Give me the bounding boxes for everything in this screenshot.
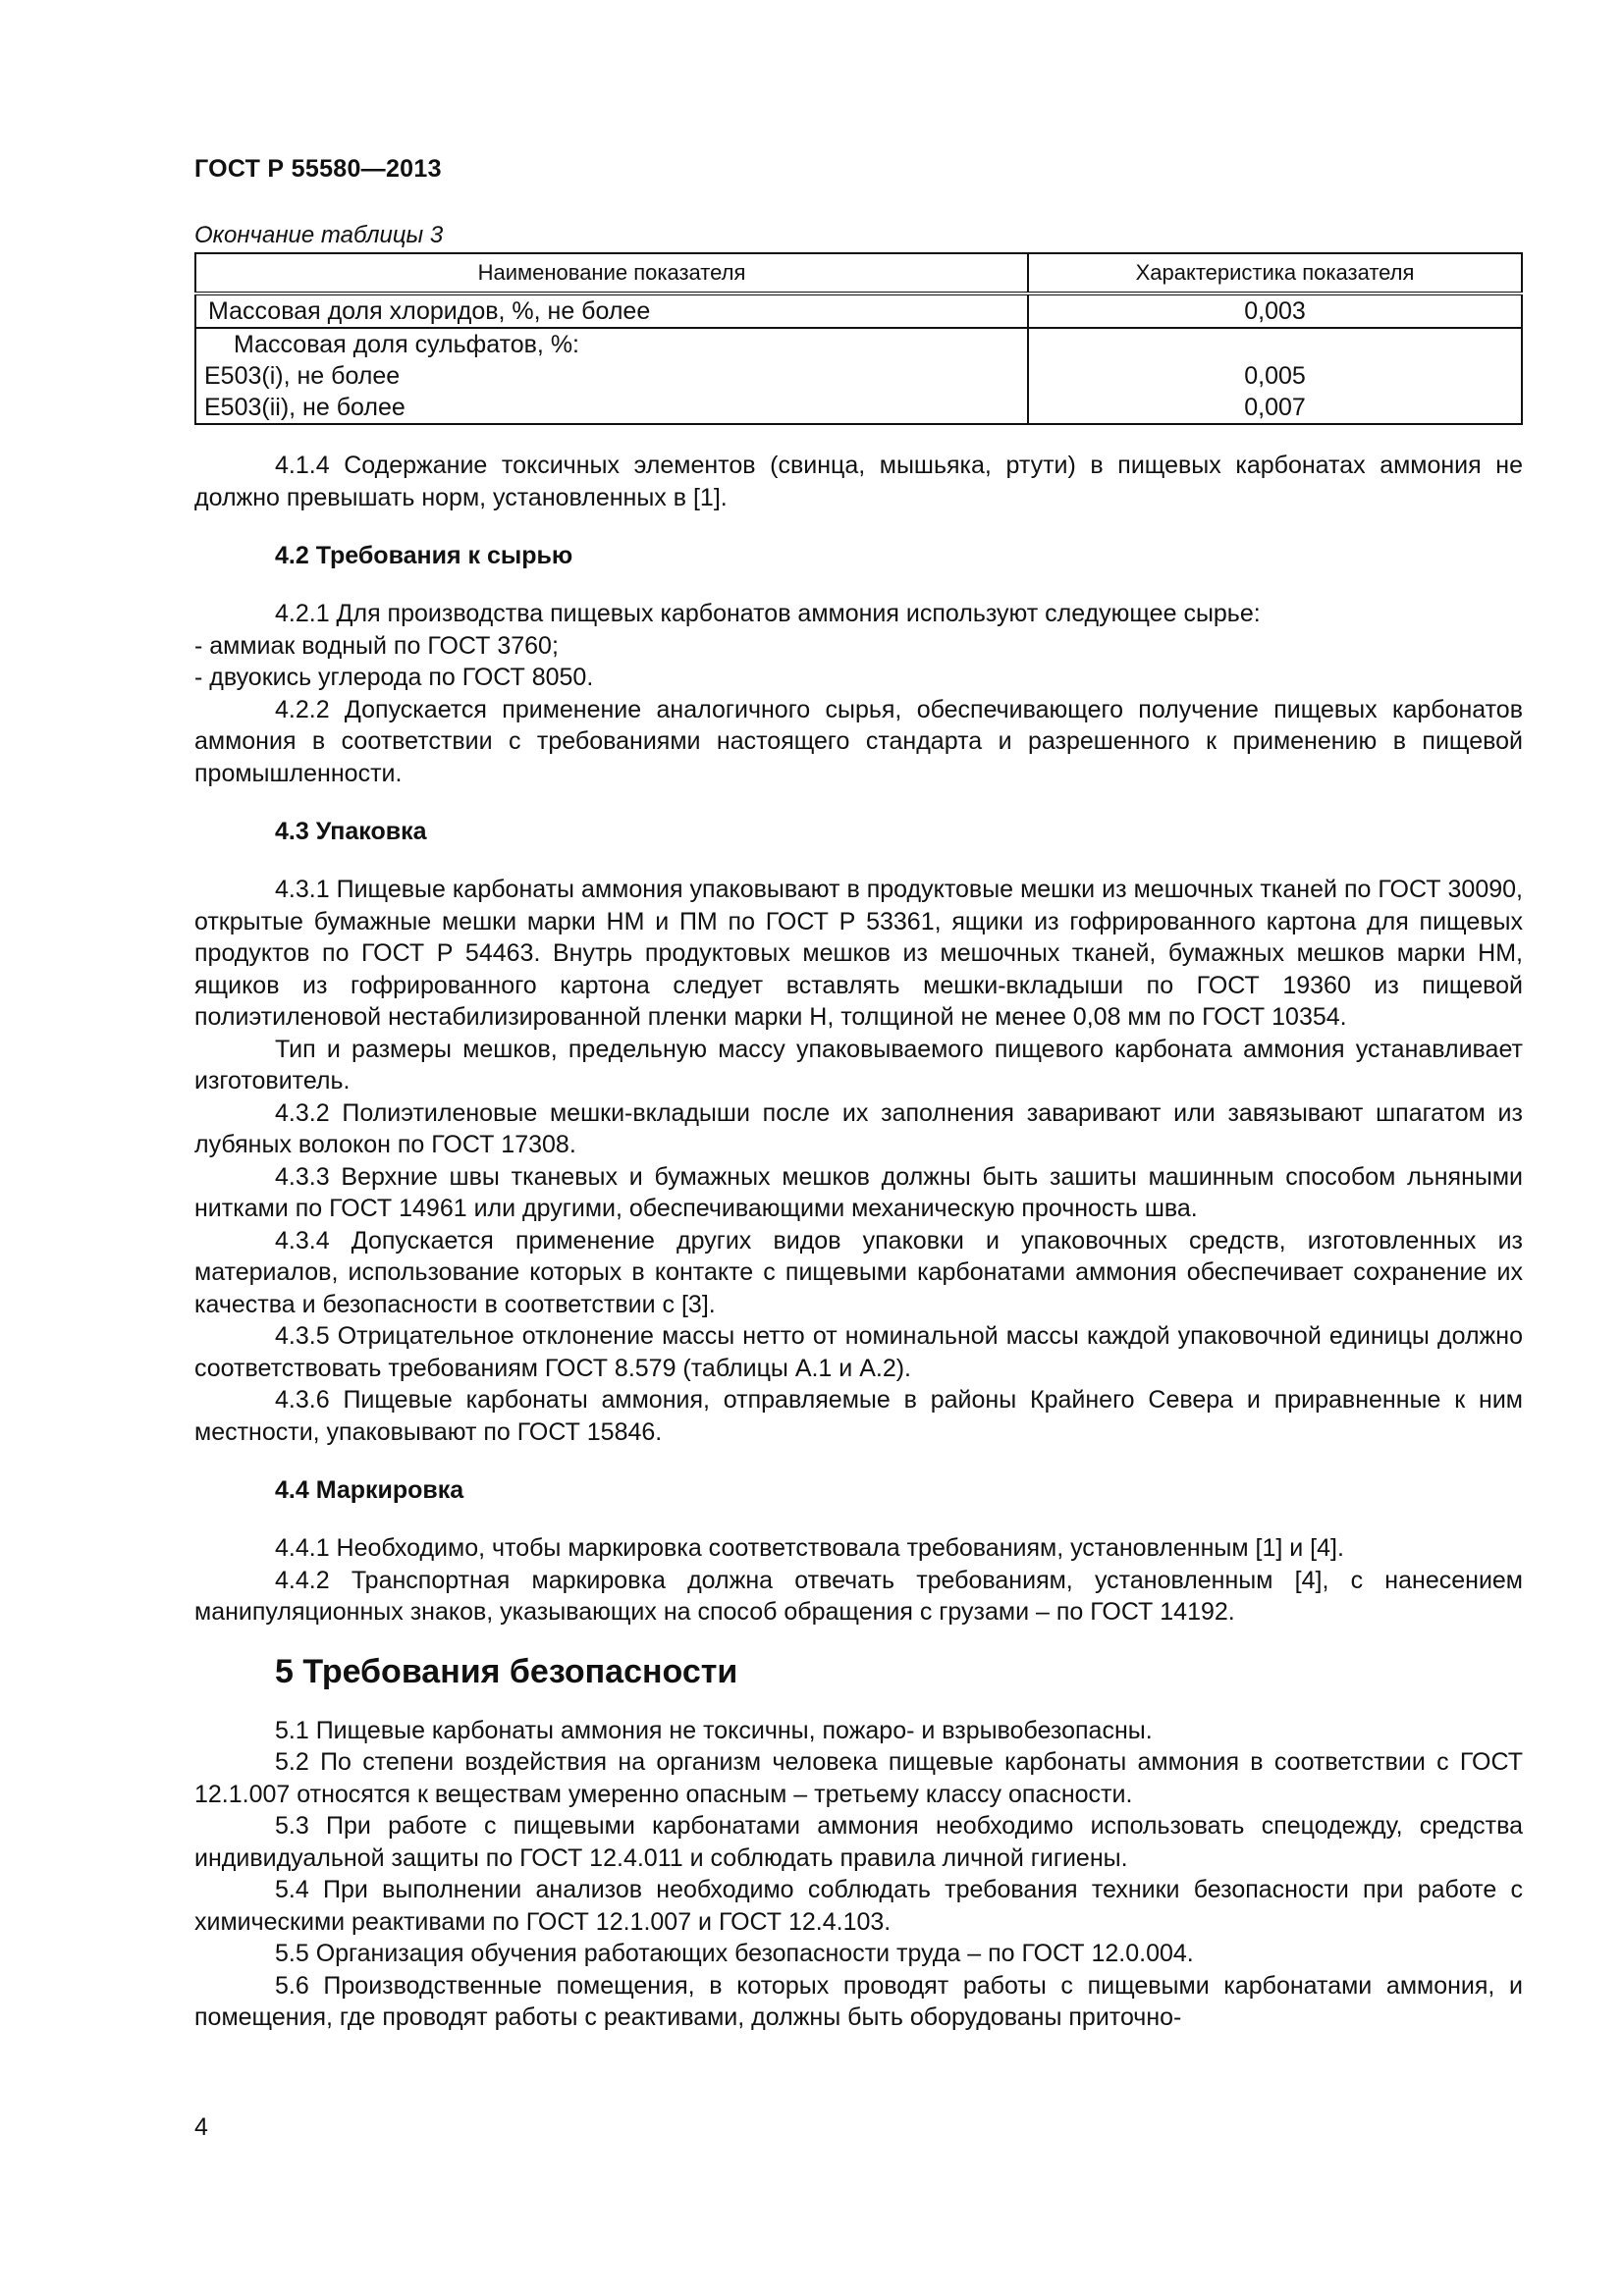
paragraph-4-3-1-continued: Тип и размеры мешков, предельную массу упаковываемого пищевого карбоната аммония устанавливает изготовитель. [194, 1035, 1523, 1095]
paragraph-5-2: 5.2 По степени воздействия на организм человека пищевые карбонаты аммония в соответствии с ГОСТ 12.1.007 относятся к веществам умеренно опасным – третьему классу опасности. [194, 1748, 1523, 1808]
row-name: E503(ii), не более [204, 394, 406, 421]
heading-section-5: 5 Требования безопасности [275, 1652, 738, 1690]
paragraph-5-6: 5.6 Производственные помещения, в которых проводят работы с пищевыми карбонатами аммония, и помещения, где проводят работы с реактивами, должны быть оборудованы приточно- [194, 1971, 1523, 2031]
row-name: E503(i), не более [204, 362, 401, 390]
row-value: 0,003 [1028, 294, 1522, 328]
table-row [195, 328, 1522, 424]
row-value: 0,007 [1244, 394, 1306, 421]
paragraph-5-4: 5.4 При выполнении анализов необходимо соблюдать требования техники безопасности при работе с химическими реактивами по ГОСТ 12.1.007 и ГОСТ 12.4.103. [194, 1876, 1523, 1936]
paragraph-5-3: 5.3 При работе с пищевыми карбонатами аммония необходимо использовать спецодежду, средства индивидуальной защиты по ГОСТ 12.4.011 и соблюдать правила личной гигиены. [194, 1812, 1523, 1872]
document-body [194, 450, 1523, 2034]
paragraph-4-3-3: 4.3.3 Верхние швы тканевых и бумажных мешков должны быть зашиты машинным способом льняными нитками по ГОСТ 14961 или другими, обеспечивающими механическую прочность шва. [194, 1162, 1523, 1222]
paragraph-4-3-6: 4.3.6 Пищевые карбонаты аммония, отправляемые в районы Крайнего Севера и приравненные к ним местности, упаковывают по ГОСТ 15846. [194, 1386, 1523, 1446]
paragraph-4-2-1: 4.2.1 Для производства пищевых карбонатов аммония используют следующее сырье: [275, 600, 1261, 627]
row-name: Массовая доля сульфатов, %: [234, 331, 580, 358]
table-caption: Окончание таблицы 3 [194, 222, 444, 248]
heading-4-2: 4.2 Требования к сырью [275, 542, 573, 569]
row-value-group [1028, 328, 1522, 424]
table-row [195, 294, 1522, 328]
row-value: 0,005 [1244, 362, 1306, 390]
paragraph-4-1-4: 4.1.4 Содержание токсичных элементов (свинца, мышьяка, ртути) в пищевых карбонатах аммония не должно превышать норм, установленных в [1]. [194, 452, 1523, 511]
paragraph-5-1: 5.1 Пищевые карбонаты аммония не токсичны, пожаро- и взрывобезопасны. [275, 1716, 1153, 1744]
row-name: Массовая доля хлоридов, %, не более [195, 294, 1028, 328]
column-header-name: Наименование показателя [195, 253, 1028, 294]
indicators-table [194, 252, 1523, 425]
heading-4-3: 4.3 Упаковка [275, 818, 427, 845]
document-header: ГОСТ Р 55580—2013 [194, 155, 442, 183]
paragraph-4-3-2: 4.3.2 Полиэтиленовые мешки-вкладыши после их заполнения заваривают или завязывают шпагатом из лубяных волокон по ГОСТ 17308. [194, 1098, 1523, 1158]
paragraph-4-3-4: 4.3.4 Допускается применение других видов упаковки и упаковочных средств, изготовленных из материалов, использование которых в контакте с пищевыми карбонатами аммония обеспечивает сохранение их качества и безопасности в соответствии с [3]. [194, 1226, 1523, 1318]
row-value [1041, 329, 1509, 360]
row-name-group [195, 328, 1028, 424]
column-header-value: Характеристика показателя [1028, 253, 1522, 294]
paragraph-4-3-1: 4.3.1 Пищевые карбонаты аммония упаковывают в продуктовые мешки из мешочных тканей по ГОСТ 30090, открытые бумажные мешки марки НМ и ПМ по ГОСТ Р 53361, ящики из гофрированного картона для пищевых продуктов по ГОСТ Р 54463. Внутрь продуктовых мешков из мешочных тканей, бумажных мешков марки НМ, ящиков из гофрированного картона следует вставлять мешки-вкладыши по ГОСТ 19360 из пищевой полиэтиленовой нестабилизированной пленки марки Н, толщиной не менее 0,08 мм по ГОСТ 10354. [194, 876, 1523, 1031]
table-header-row [195, 253, 1522, 294]
paragraph-4-4-2: 4.4.2 Транспортная маркировка должна отвечать требованиям, установленным [4], с нанесением манипуляционных знаков, указывающих на способ обращения с грузами – по ГОСТ 14192. [194, 1566, 1523, 1626]
page-number: 4 [194, 2113, 208, 2141]
paragraph-5-5: 5.5 Организация обучения работающих безопасности труда – по ГОСТ 12.0.004. [275, 1940, 1194, 1967]
list-item: - двуокись углерода по ГОСТ 8050. [194, 664, 594, 691]
paragraph-4-4-1: 4.4.1 Необходимо, чтобы маркировка соответствовала требованиям, установленным [1] и [4]. [275, 1534, 1344, 1562]
paragraph-4-2-2: 4.2.2 Допускается применение аналогичного сырья, обеспечивающего получение пищевых карбонатов аммония в соответствии с требованиями настоящего стандарта и разрешенного к применению в пищевой промышленности. [194, 695, 1523, 787]
heading-4-4: 4.4 Маркировка [275, 1476, 464, 1504]
list-item: - аммиак водный по ГОСТ 3760; [194, 631, 559, 660]
paragraph-4-3-5: 4.3.5 Отрицательное отклонение массы нетто от номинальной массы каждой упаковочной единицы должно соответствовать требованиям ГОСТ 8.579 (таблицы А.1 и А.2). [194, 1322, 1523, 1382]
